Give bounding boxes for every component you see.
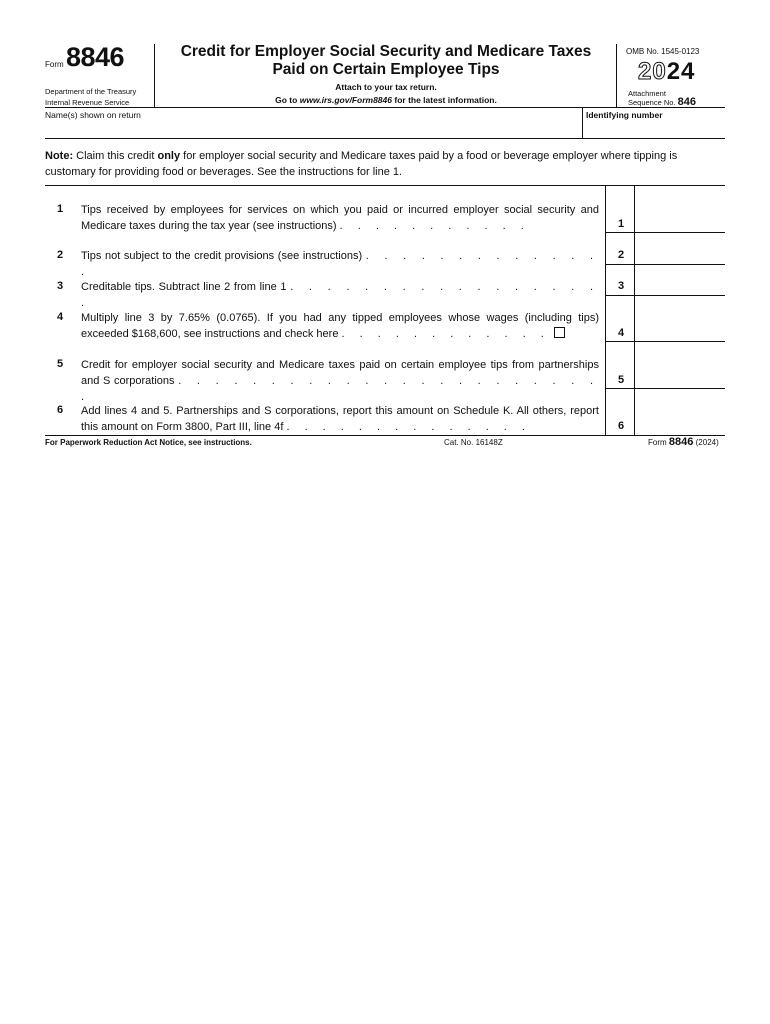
line-text [81,310,599,342]
line-2-amount-field[interactable] [636,233,724,263]
line-3-text: Creditable tips. Subtract line 2 from line 1 [81,281,287,293]
line-4-checkbox[interactable] [554,327,565,338]
line-number: 3 [57,280,64,292]
department-block [45,86,155,108]
line-6-amount-field[interactable] [636,389,724,434]
header-divider-right [616,44,617,107]
box-column-left-rule [605,185,606,435]
footer-form-id [648,436,719,448]
line-number: 1 [57,203,64,215]
footer-year: (2024) [695,438,719,447]
title-line-2: Paid on Certain Employee Tips [272,61,500,78]
name-field-label: Name(s) shown on return [45,110,141,120]
catalog-number: Cat. No. 16148Z [444,438,503,447]
line-number: 4 [57,311,64,323]
dot-leader: . . . . . . . . . . . [339,220,530,232]
form-title [160,43,612,79]
tax-year [638,58,695,86]
paperwork-notice: For Paperwork Reduction Act Notice, see instructions. [45,438,252,447]
name-field[interactable] [45,121,581,137]
goto-suffix: for the latest information. [394,95,497,105]
line-1-text: Tips received by employees for services on which you paid or incurred employer social security and Medicare taxes during the tax year (see instructions) [81,204,599,232]
line-3-amount-field[interactable] [636,265,724,294]
line-box-label: 6 [618,420,625,432]
form-label: Form [45,60,64,69]
attach-instruction: Attach to your tax return. [335,82,437,92]
note-text-b: for employer social security and Medicare taxes paid by a food or beverage employer where tipping is customary for providing food or beverages. See the instructions for line 1. [45,150,678,178]
line-text [81,403,599,435]
line-box-label: 2 [618,249,625,261]
dot-leader: . . . . . . . . . . . . . . [81,250,600,278]
identifying-number-label: Identifying number [586,110,663,120]
omb-number: OMB No. 1545-0123 [626,47,700,56]
line-text [81,248,599,280]
line-text [81,202,599,234]
note-paragraph [45,148,725,180]
note-text-a: Claim this credit [76,150,155,162]
goto-instruction [160,95,612,105]
note-label: Note: [45,150,74,162]
line-text [81,357,599,405]
sequence-label: Sequence No. [628,98,676,107]
title-line-1: Credit for Employer Social Security and Medicare Taxes [180,43,592,60]
goto-prefix: Go to [275,95,298,105]
box-column-right-rule [634,185,635,435]
year-prefix: 20 [638,58,667,85]
line-4-amount-field[interactable] [636,296,724,340]
footer-form-word: Form [648,438,667,447]
name-bottom-rule [45,138,725,139]
line-box-label: 1 [618,218,625,230]
lines-top-rule [45,185,725,186]
irs-url-link[interactable]: www.irs.gov/Form8846 [299,95,392,105]
footer-form-number: 8846 [668,436,694,448]
identifying-number-field[interactable] [584,121,724,137]
line-text [81,279,599,311]
line-6-text: Add lines 4 and 5. Partnerships and S corporations, report this amount on Schedule K. All others, report this amount on Form 3800, Part III, line 4f [81,405,599,433]
line-4-text: Multiply line 3 by 7.65% (0.0765). If you had any tipped employees whose wages (including tips) exceeded $168,600, see instructions and check here [81,312,599,340]
irs-name: Internal Revenue Service [45,98,130,107]
line-2-text: Tips not subject to the credit provisions (see instructions) [81,250,363,262]
line-number: 6 [57,404,64,416]
dot-leader: . . . . . . . . . . . . . . . . . . [81,281,600,309]
line-5-amount-field[interactable] [636,342,724,387]
year-suffix: 24 [666,58,696,85]
lines-bottom-rule [45,435,725,436]
id-divider [582,108,583,138]
line-number: 5 [57,358,64,370]
line-box-label: 5 [618,374,625,386]
dot-leader: . . . . . . . . . . . . [341,328,550,340]
sequence-number: 846 [677,96,696,108]
dot-leader: . . . . . . . . . . . . . . . . . . . . . . . . [81,375,600,403]
note-emphasis: only [157,150,181,162]
line-box-label: 3 [618,280,625,292]
line-1-amount-field[interactable] [636,186,724,231]
attachment-sequence [628,89,696,107]
form-number: 8846 [66,42,125,72]
dot-leader: . . . . . . . . . . . . . . [286,421,531,433]
line-box-label: 4 [618,327,625,339]
attachment-label: Attachment [628,89,666,98]
line-number: 2 [57,249,64,261]
line-5-text: Credit for employer social security and Medicare taxes paid on certain employee tips from partnerships and S corporations [81,359,599,387]
department-name: Department of the Treasury [45,87,137,96]
